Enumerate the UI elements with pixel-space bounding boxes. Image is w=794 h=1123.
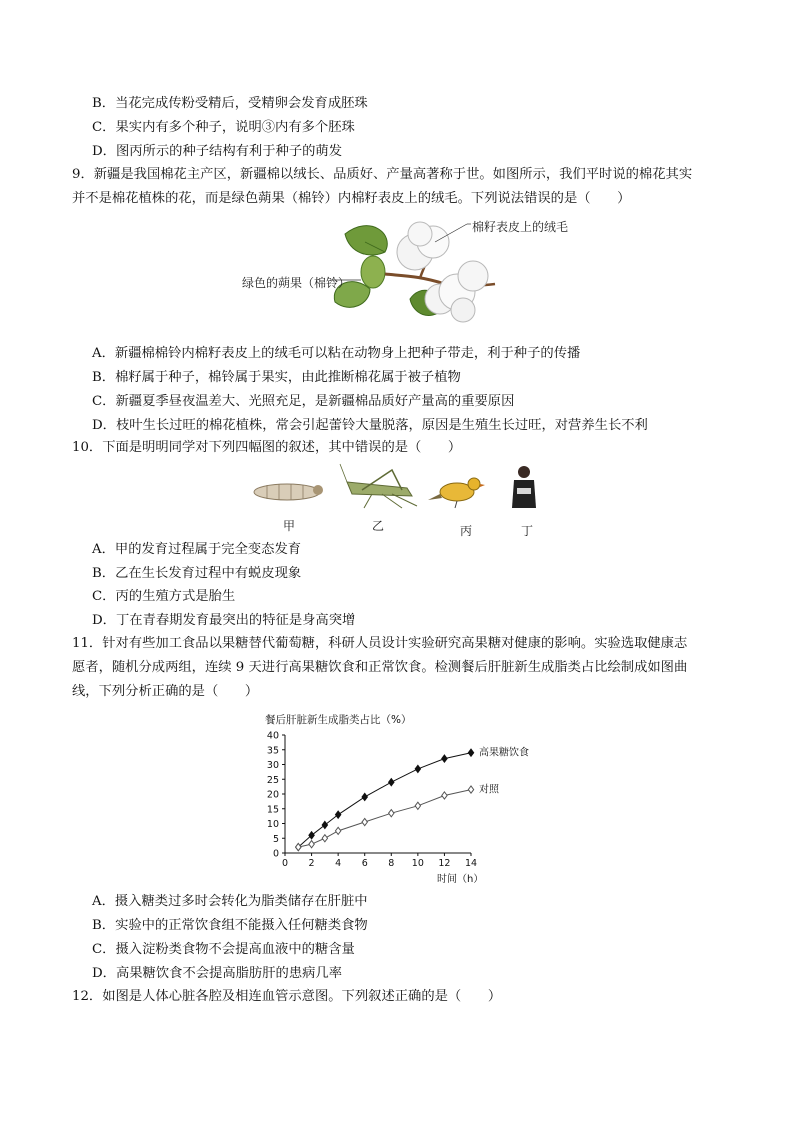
y-tick-label: 15: [266, 804, 279, 816]
q9-option-d: D．枝叶生长过旺的棉花植株，常会引起蕾铃大量脱落，原因是生殖生长过旺，对营养生长不利: [92, 418, 648, 433]
x-tick-label: 4: [335, 858, 342, 869]
q8-option-d: D．图丙所示的种子结构有利于种子的萌发: [92, 144, 343, 159]
q11-option-a: A．摄入糖类过多时会转化为脂类储存在肝脏中: [92, 894, 368, 909]
data-point: [415, 802, 420, 809]
q11-option-c: C．摄入淀粉类食物不会提高血液中的糖含量: [92, 942, 355, 957]
q8-option-b: B．当花完成传粉受精后，受精卵会发育成胚珠: [92, 96, 368, 111]
person-image: [512, 466, 536, 508]
q9-option-c: C．新疆夏季昼夜温差大、光照充足，是新疆棉品质好产量高的重要原因: [92, 394, 515, 409]
grasshopper-image: [340, 464, 417, 508]
data-point: [442, 755, 447, 762]
q9-stem-line2: 并不是棉花植株的花，而是绿色蒴果（棉铃）内棉籽表皮上的绒毛。下列说法错误的是（ ）: [72, 191, 631, 206]
caption-bing: 丙: [460, 524, 473, 538]
q11-stem-line1: 11．针对有些加工食品以果糖替代葡萄糖，科研人员设计实验研究高果糖对健康的影响。实验选取健康志: [72, 636, 688, 651]
q11-stem-line2: 愿者，随机分成两组，连续 9 天进行高果糖饮食和正常饮食。检测餐后肝脏新生成脂类占比绘制成如图曲: [72, 660, 688, 675]
x-tick-label: 10: [411, 858, 424, 869]
caption-yi: 乙: [372, 519, 385, 533]
y-tick-label: 40: [266, 730, 279, 742]
bird-image: [428, 478, 485, 508]
x-tick-label: 12: [438, 858, 451, 869]
q10-option-d: D．丁在青春期发育最突出的特征是身高突增: [92, 613, 356, 628]
label-cotton-fiber: 棉籽表皮上的绒毛: [472, 220, 569, 234]
q11-stem-line3: 线，下列分析正确的是（ ）: [72, 684, 259, 699]
x-tick-label: 0: [281, 858, 289, 869]
y-tick-label: 0: [272, 848, 279, 860]
x-tick-label: 8: [388, 858, 395, 869]
q10-option-c: C．丙的生殖方式是胎生: [92, 589, 236, 604]
x-tick-label: 6: [361, 858, 368, 869]
data-point: [389, 810, 394, 817]
data-point: [362, 793, 367, 800]
q9-option-a: A．新疆棉棉铃内棉籽表皮上的绒毛可以粘在动物身上把种子带走，利于种子的传播: [92, 346, 581, 361]
four-organisms-figure: [252, 460, 552, 516]
silkworm-image: [254, 484, 323, 500]
data-point: [296, 844, 301, 851]
y-tick-label: 25: [266, 774, 279, 786]
y-tick-label: 5: [272, 833, 279, 845]
q9-stem-line1: 9．新疆是我国棉花主产区，新疆棉以绒长、品质好、产量高著称于世。如图所示，我们平时说的棉花其实: [72, 167, 693, 182]
data-point: [389, 779, 394, 786]
chart-xlabel: 时间（h）: [437, 874, 484, 885]
q11-option-b: B．实验中的正常饮食组不能摄入任何糖类食物: [92, 918, 368, 933]
x-tick-label: 2: [308, 858, 315, 869]
series-label: 高果糖饮食: [479, 747, 529, 759]
fat-ratio-chart: [255, 708, 555, 888]
series-label: 对照: [479, 784, 499, 796]
chart-title: 餐后肝脏新生成脂类占比（%）: [265, 714, 412, 726]
data-point: [415, 765, 420, 772]
data-point: [335, 811, 340, 818]
data-point: [362, 818, 367, 825]
data-point: [309, 832, 314, 839]
data-point: [468, 786, 473, 793]
q12-stem: 12．如图是人体心脏各腔及相连血管示意图。下列叙述正确的是（ ）: [72, 989, 502, 1004]
data-point: [322, 821, 327, 828]
x-tick-label: 14: [464, 858, 478, 869]
data-point: [468, 749, 473, 756]
q10-option-a: A．甲的发育过程属于完全变态发育: [92, 542, 302, 557]
q9-option-b: B．棉籽属于种子，棉铃属于果实，由此推断棉花属于被子植物: [92, 370, 461, 385]
caption-ding: 丁: [521, 524, 534, 538]
series-line-1: [298, 753, 471, 847]
y-tick-label: 20: [266, 789, 279, 801]
label-green-boll: 绿色的蒴果（棉铃）: [242, 276, 351, 290]
q10-option-b: B．乙在生长发育过程中有蜕皮现象: [92, 566, 302, 581]
caption-jia: 甲: [283, 519, 296, 533]
q10-stem: 10．下面是明明同学对下列四幅图的叙述，其中错误的是（ ）: [72, 440, 462, 455]
q8-option-c: C．果实内有多个种子，说明③内有多个胚珠: [92, 120, 355, 135]
y-tick-label: 35: [266, 745, 279, 757]
y-tick-label: 30: [266, 760, 279, 771]
data-point: [442, 792, 447, 799]
data-point: [335, 827, 340, 834]
q11-option-d: D．高果糖饮食不会提高脂肪肝的患病几率: [92, 966, 343, 981]
y-tick-label: 10: [266, 819, 279, 830]
data-point: [322, 835, 327, 842]
data-point: [309, 841, 314, 848]
